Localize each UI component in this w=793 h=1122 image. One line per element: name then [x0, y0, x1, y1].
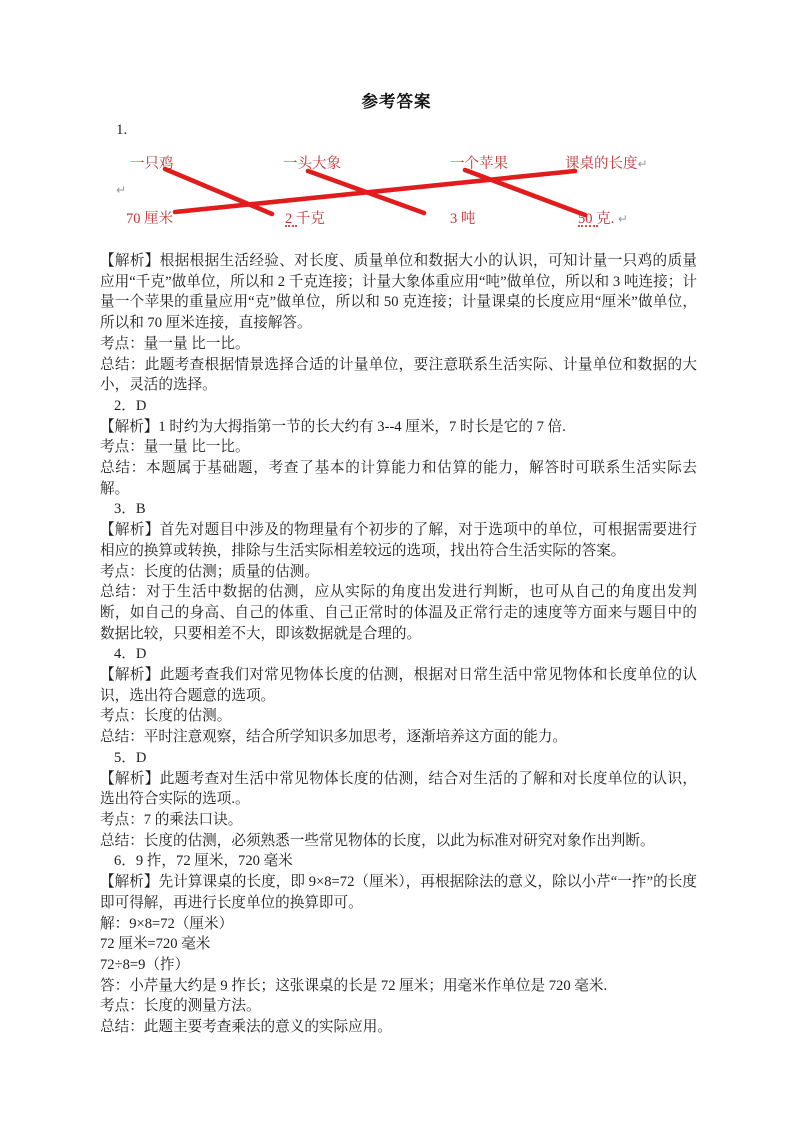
- match-item-apple: 一个苹果: [450, 156, 508, 172]
- match-item-elephant: 一头大象: [283, 156, 341, 172]
- analysis-text: 【解析】此题考查我们对常见物体长度的估测，根据对日常生活中常见物体和长度单位的认识，选出符合题意的选项。: [100, 667, 697, 704]
- summary-text: 总结：此题考查根据情景选择合适的计量单位，要注意联系生活实际、计量单位和数据的大小，灵活的选择。: [100, 356, 697, 394]
- match-item-desk-length: [565, 152, 648, 173]
- analysis-text: 【解析】根据根据生活经验、对长度、质量单位和数据大小的认识，可知计量一只鸡的质量应用“千克”做单位，所以和 2 千克连接；计量大象体重应用“吨”做单位，所以和 3 吨连接；计量一个苹果的重量应用“克”做单位，所以和 50 克连接；计量课桌的长度应用“厘米”做单位，所以和 70 厘米连接，直接解答。: [100, 253, 697, 332]
- match-item-3t: 3 吨: [450, 211, 476, 227]
- summary-text: 总结：平时注意观察，结合所学知识多加思考，逐渐培养这方面的能力。: [100, 729, 568, 746]
- match-item-desk-length-text: 课桌的长度: [565, 156, 638, 172]
- connection-line-elephant-3t: [308, 171, 424, 213]
- answer-heading-3: 3．B: [114, 501, 146, 518]
- spellcheck-underline: [578, 225, 598, 227]
- solution-step: 72÷8=9（拃）: [100, 956, 190, 973]
- key-point-text: 考点：长度的测量方法。: [100, 998, 261, 1015]
- matching-diagram: [0, 149, 793, 243]
- paragraph-return-icon: ↵: [637, 157, 648, 171]
- solution-step: 解：9×8=72（厘米）: [100, 915, 234, 932]
- question-number: 1.: [116, 122, 128, 138]
- answer-text: 答：小芹量大约是 9 拃长；这张课桌的长是 72 厘米；用毫米作单位是 720 毫米.: [100, 977, 608, 994]
- answer-heading-4: 4．D: [114, 646, 147, 663]
- answer-content: [100, 251, 697, 1038]
- solution-step: 72 厘米=720 毫米: [100, 936, 211, 953]
- summary-text: 总结：长度的估测，必须熟悉一些常见物体的长度，以此为标准对研究对象作出判断。: [100, 832, 655, 849]
- analysis-text: 【解析】此题考查对生活中常见物体长度的估测，结合对生活的了解和对长度单位的认识，选出符合实际的选项.。: [100, 770, 697, 808]
- paragraph-return-icon: ↵: [617, 212, 628, 226]
- answer-heading-2: 2．D: [114, 397, 147, 414]
- key-point-text: 考点：7 的乘法口诀。: [100, 811, 243, 828]
- match-item-50g-text: 50 克.: [578, 211, 615, 227]
- summary-text: 总结：对于生活中数据的估测，应从实际的角度出发进行判断，也可从自己的角度出发判断，如自己的身高、自己的体重、自己正常时的体温及正常行走的速度等方面来与题目中的数据比较，只要相差不大，即该数据就是合理的。: [100, 584, 697, 642]
- match-item-2kg: 2 千克: [285, 211, 325, 227]
- summary-text: 总结：本题属于基础题，考查了基本的计算能力和估算的能力，解答时可联系生活实际去解。: [100, 460, 697, 497]
- key-point-text: 考点：量一量 比一比。: [100, 335, 250, 352]
- spellcheck-underline: [285, 225, 297, 227]
- summary-text: 总结：此题主要考查乘法的意义的实际应用。: [100, 1019, 392, 1036]
- page-title: 参考答案: [361, 92, 432, 111]
- connection-line-desk-70cm: [175, 171, 575, 212]
- answer-heading-5: 5．D: [114, 749, 147, 766]
- analysis-text: 【解析】首先对题目中涉及的物理量有个初步的了解，对于选项中的单位，可根据需要进行相应的换算或转换，排除与生活实际相差较远的选项，找出符合生活实际的答案。: [100, 522, 697, 559]
- match-item-chicken: 一只鸡: [130, 156, 174, 172]
- match-item-70cm: 70 厘米: [126, 211, 174, 227]
- answer-heading-6: 6．9 拃，72 厘米，720 毫米: [114, 853, 293, 870]
- analysis-text: 【解析】先计算课桌的长度，即 9×8=72（厘米），再根据除法的意义，除以小芹“一拃”的长度即可得解，再进行长度单位的换算即可。: [100, 874, 697, 911]
- key-point-text: 考点：长度的估测；质量的估测。: [100, 563, 319, 580]
- analysis-text: 【解析】1 时约为大拇指第一节的长大约有 3--4 厘米，7 时长是它的 7 倍.: [100, 418, 566, 435]
- key-point-text: 考点：量一量 比一比。: [100, 439, 250, 456]
- key-point-text: 考点：长度的估测。: [100, 708, 232, 725]
- paragraph-return-icon: ↵: [116, 183, 127, 197]
